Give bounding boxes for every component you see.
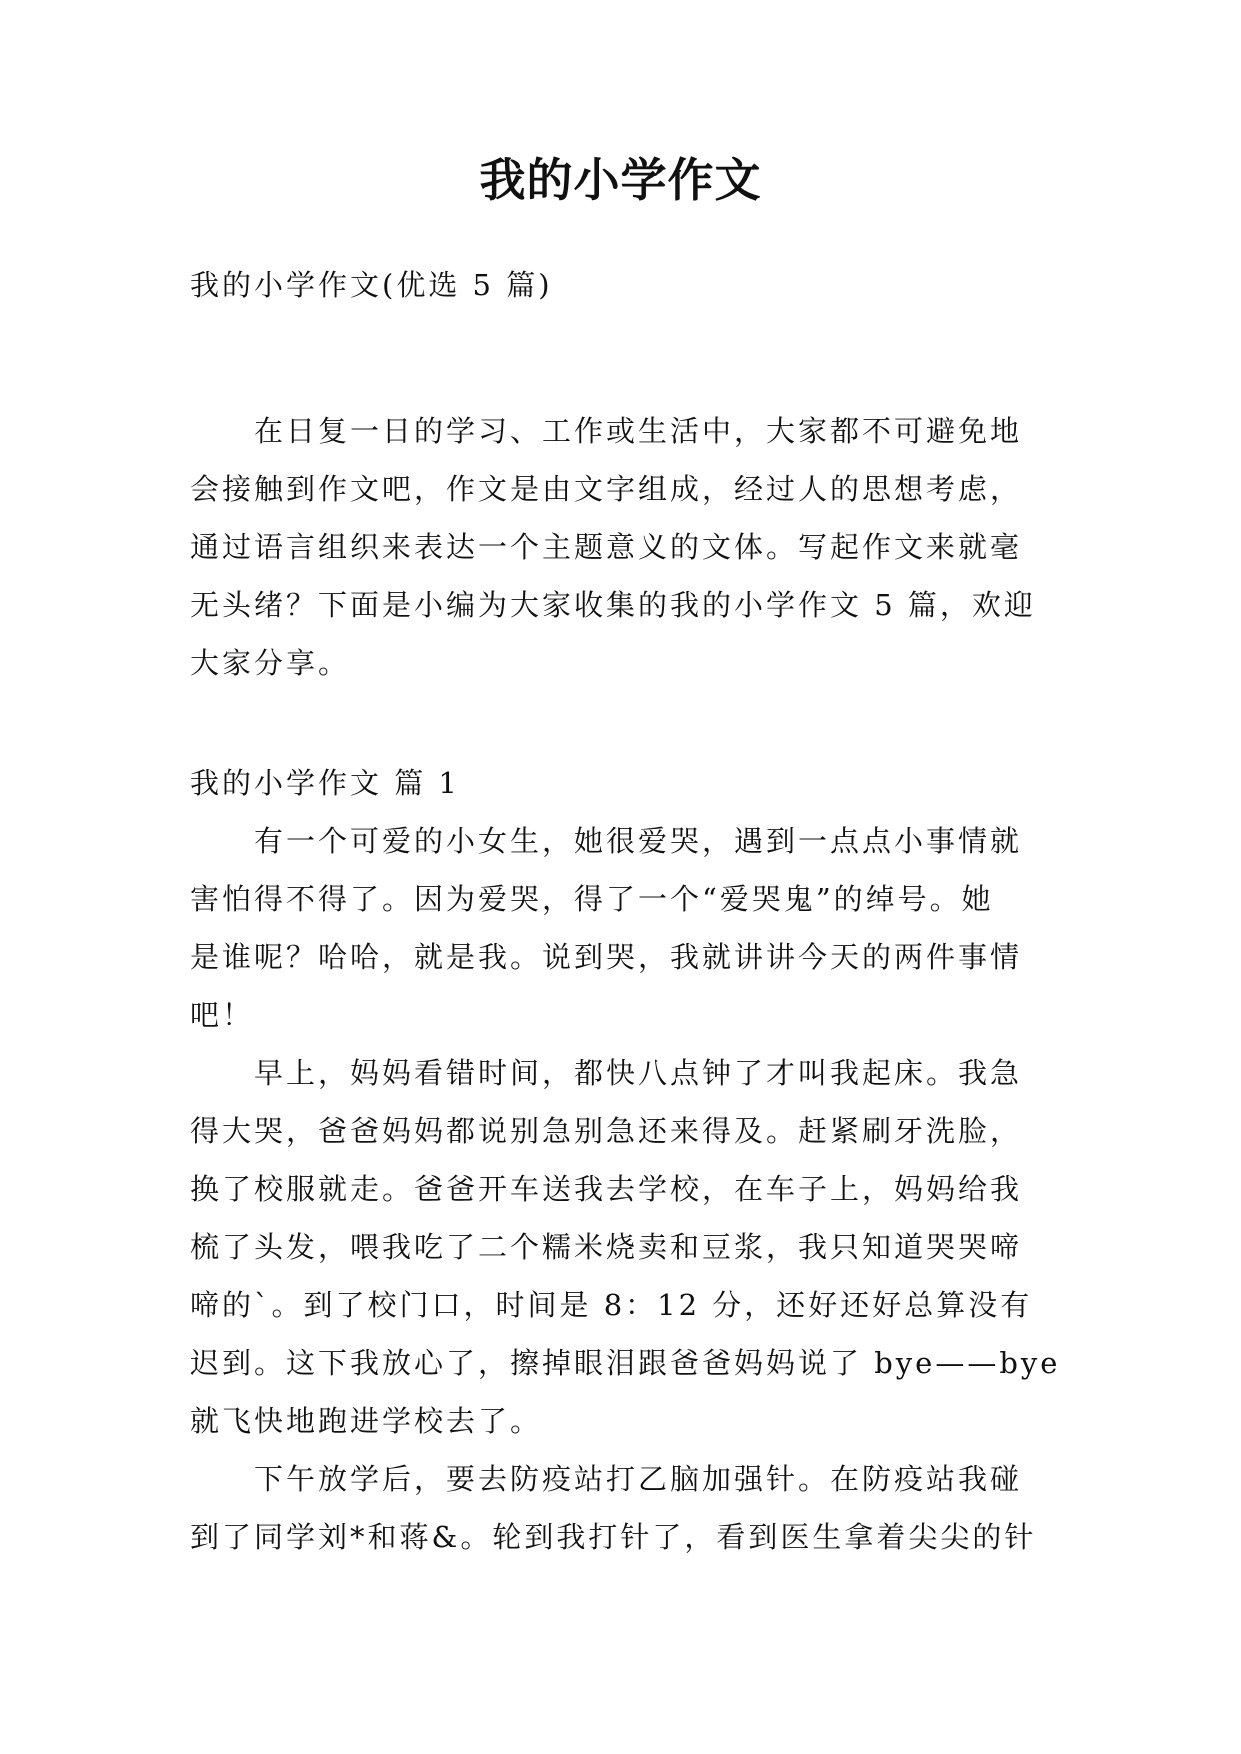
paragraph-line: 就飞快地跑进学校去了。: [190, 1404, 543, 1438]
essay-paragraph-1: [190, 812, 1060, 1044]
paragraph-line: 啼的`。到了校门口，时间是 8：12 分，还好还好总算没有: [190, 1288, 1033, 1322]
document-title: 我的小学作文: [479, 153, 762, 207]
paragraph-line: 得大哭，爸爸妈妈都说别急别急还来得及。赶紧刷牙洗脸，: [190, 1114, 1023, 1148]
section-heading: 我的小学作文 篇 1: [190, 766, 460, 800]
intro-line: 无头绪？下面是小编为大家收集的我的小学作文 5 篇，欢迎: [190, 588, 1036, 622]
paragraph-line: 梳了头发，喂我吃了二个糯米烧卖和豆浆，我只知道哭哭啼: [190, 1230, 1023, 1264]
paragraph-line: 有一个可爱的小女生，她很爱哭，遇到一点点小事情就: [190, 824, 1023, 858]
paragraph-line: 下午放学后，要去防疫站打乙脑加强针。在防疫站我碰: [190, 1462, 1023, 1496]
intro-line: 在日复一日的学习、工作或生活中，大家都不可避免地: [190, 414, 1023, 448]
intro-paragraph: [190, 402, 1060, 692]
intro-line: 会接触到作文吧，作文是由文字组成，经过人的思想考虑，: [190, 472, 1023, 506]
paragraph-line: 害怕得不得了。因为爱哭，得了一个“爱哭鬼”的绰号。她: [190, 882, 994, 916]
paragraph-line: 是谁呢？哈哈，就是我。说到哭，我就讲讲今天的两件事情: [190, 940, 1023, 974]
intro-line: 大家分享。: [190, 646, 351, 680]
paragraph-line: 早上，妈妈看错时间，都快八点钟了才叫我起床。我急: [190, 1056, 1023, 1090]
paragraph-line: 换了校服就走。爸爸开车送我去学校，在车子上，妈妈给我: [190, 1172, 1023, 1206]
intro-line: 通过语言组织来表达一个主题意义的文体。写起作文来就毫: [190, 530, 1023, 564]
document-subtitle: 我的小学作文(优选 5 篇): [190, 268, 553, 302]
paragraph-line: 到了同学刘*和蒋&。轮到我打针了，看到医生拿着尖尖的针: [190, 1520, 1037, 1554]
paragraph-line: 迟到。这下我放心了，擦掉眼泪跟爸爸妈妈说了 bye——bye: [190, 1346, 1061, 1380]
paragraph-line: 吧！: [190, 998, 255, 1032]
essay-paragraph-2: [190, 1044, 1060, 1450]
essay-paragraph-3: [190, 1450, 1060, 1566]
